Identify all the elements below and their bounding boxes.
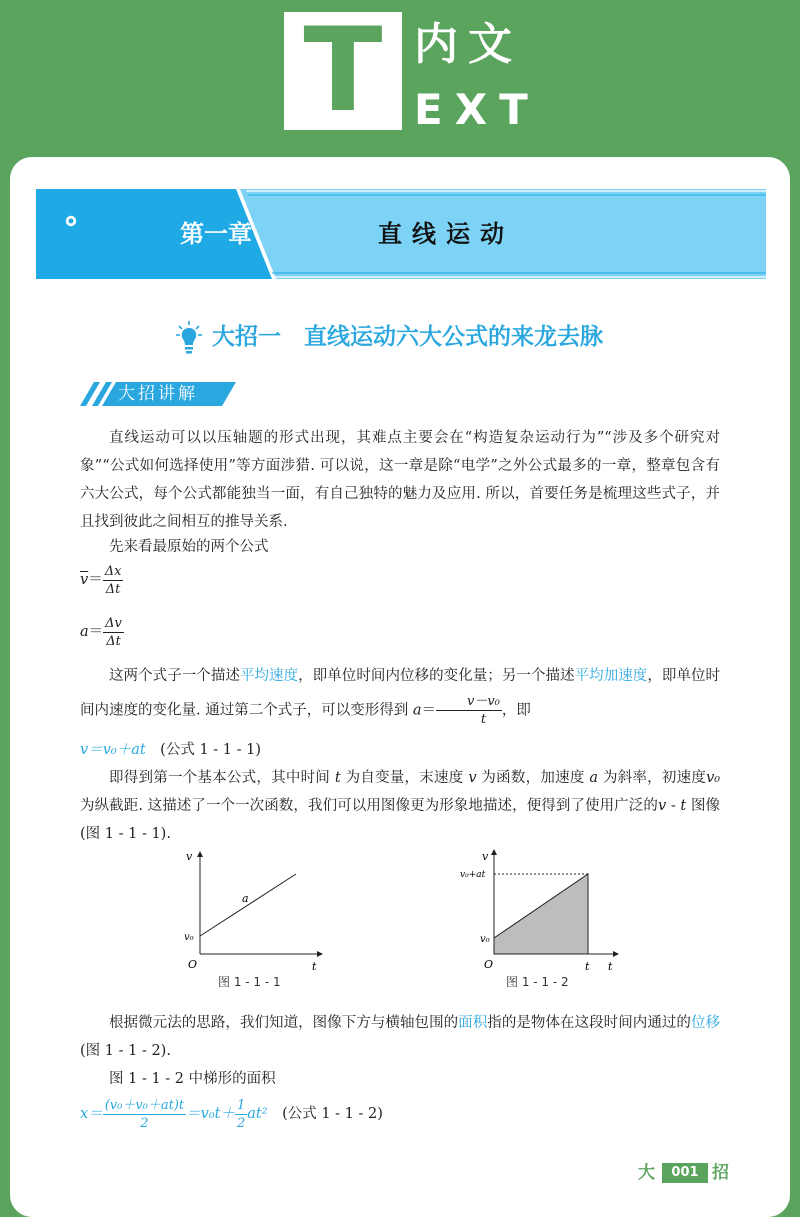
page-left-char: 大 — [638, 1163, 655, 1183]
section-tag — [80, 382, 240, 412]
p5-part-b: 指的是物体在这段时间内通过的 — [487, 1015, 691, 1031]
p5-part-c: (图 1 - 1 - 2). — [80, 1043, 171, 1059]
header-title-en: EXT — [414, 85, 540, 134]
paragraph-lead: 先来看最原始的两个公式 — [109, 539, 269, 555]
chapter-title: 直线运动 — [378, 220, 514, 248]
p5-part-a: 根据微元法的思路，我们知道，图像下方与横轴包围的 — [109, 1015, 459, 1031]
figure-1-slope-label: a — [242, 892, 249, 905]
formula-5-half-denominator: 2 — [237, 1115, 246, 1131]
formula-1-numerator: Δx — [104, 563, 122, 579]
term-avg-speed: 平均速度 — [239, 668, 299, 684]
formula-5-mid: ＝v₀t＋ — [186, 1106, 235, 1122]
formula-1-denominator: Δt — [105, 581, 121, 597]
formula-displacement — [80, 1094, 720, 1134]
section-title-text: 大招一 直线运动六大公式的来龙去脉 — [212, 323, 603, 350]
formula-4: v＝v₀＋at — [80, 742, 146, 758]
figure-2-top-value: v₀+at — [460, 870, 486, 880]
var-t: t — [334, 770, 341, 786]
page-right-char: 招 — [712, 1163, 729, 1183]
figure-1-y-label: v — [186, 850, 193, 863]
p3-part-b: ，即单位时间内位移的变化量；另一个描述 — [298, 668, 575, 684]
paragraph-linear-function — [80, 764, 720, 848]
figure-2-caption: 图 1 - 1 - 2 — [506, 975, 569, 989]
term-avg-acc: 平均加速度 — [574, 668, 648, 684]
figure-2-y-label: v — [482, 850, 489, 863]
p4-part-c: 为函数，加速度 — [481, 770, 585, 786]
formula-avg-speed: $\overline{v}=$ $\frac{\Delta x}{\Delta t}$ — [80, 563, 122, 597]
formula-3-numerator: v－v₀ — [436, 693, 502, 711]
formula-velocity — [80, 736, 720, 764]
figure-2-intercept: v₀ — [480, 934, 490, 945]
p4-part-f: 图像(图 1 - 1 - 1). — [80, 798, 721, 842]
tag-label: 大招讲解 — [118, 384, 198, 404]
figure-2-x-label: t — [608, 960, 613, 973]
paragraph-trapezoid: 图 1 - 1 - 2 中梯形的面积 — [109, 1071, 276, 1087]
term-displacement: 位移 — [690, 1015, 721, 1031]
term-area: 面积 — [458, 1015, 488, 1031]
p3-part-d: ，即 — [501, 702, 531, 719]
formula-5-label: (公式 1 - 1 - 2) — [282, 1106, 383, 1122]
var-v: v — [468, 770, 477, 786]
formula-2-denominator: Δt — [106, 633, 121, 649]
figure-1-line — [200, 874, 296, 936]
figure-2-graph — [458, 846, 628, 976]
p3-part-a: 这两个式子一个描述 — [109, 668, 240, 684]
atom-icon — [36, 189, 106, 253]
header-title-cn: 内文 — [414, 19, 522, 70]
formula-5-lhs: x＝ — [80, 1106, 103, 1122]
p3-part-c: ，即单位时间内速度的变化量. 通过第二个式子，可以变形得到 — [80, 668, 721, 719]
formula-1-lhs: $\overline{v}$ — [80, 572, 89, 588]
header-logo-letter: T — [303, 3, 383, 138]
figure-2-origin: O — [484, 958, 494, 971]
paragraph-area — [80, 1009, 720, 1065]
paragraph-intro: 直线运动可以以压轴题的形式出现，其难点主要会在“构造复杂运动行为”“涉及多个研究对象”“公式如何选择使用”等方面涉猎. 可以说，这一章是除“电学”之外公式最多的一章，整章包含有六大公式，每个公式都能独当一面，有自己独特的魅力及应用. 所以，首要任务是梳理这些式子，并且找到彼此之间相互的推导关系. — [80, 430, 720, 530]
figure-1-origin: O — [188, 958, 198, 971]
figure-2-trapezoid — [494, 874, 588, 954]
var-v-t: v - t — [657, 798, 687, 814]
p4-part-e: 为纵截距. 这描述了一个一次函数，我们可以用图像更为形象地描述，便得到了使用广泛的 — [80, 798, 658, 814]
lightbulb-icon — [176, 320, 202, 356]
header-logo-box — [284, 3, 402, 138]
formula-3-denominator: t — [480, 712, 487, 727]
figure-1-graph — [180, 846, 330, 976]
formula-5-numerator: (v₀＋v₀＋at)t — [104, 1097, 185, 1113]
p4-part-b: 为自变量，末速度 — [345, 770, 464, 786]
figure-1-intercept: v₀ — [184, 932, 194, 943]
var-v0: v₀ — [706, 770, 721, 786]
formula-4-label: (公式 1 - 1 - 1) — [160, 742, 262, 758]
formula-5-denominator: 2 — [140, 1115, 149, 1131]
paragraph-describe: 这两个式子一个描述平均速度，即单位时间内位移的变化量；另一个描述平均加速度，即单位时间内速度的变化量. 通过第二个式子，可以变形得到 a＝ $\frac{\text{v－v₀}}{t}$ ，即 — [80, 668, 721, 727]
formula-3-lhs: a — [412, 702, 422, 719]
figure-1-x-label: t — [312, 960, 317, 973]
formula-2-numerator: Δv — [105, 615, 122, 631]
chapter-number: 第一章 — [180, 220, 252, 248]
p4-part-a: 即得到第一个基本公式，其中时间 — [109, 770, 331, 786]
formula-avg-acc: a＝ $\frac{\Delta v}{\Delta t}$ — [80, 615, 122, 649]
figure-2-t-tick: t — [585, 960, 590, 973]
page-number-value: 001 — [662, 1163, 708, 1183]
p4-part-d: 为斜率，初速度 — [602, 770, 707, 786]
formula-2-lhs: a — [80, 624, 89, 640]
formula-5-half-numerator: 1 — [237, 1097, 246, 1113]
var-a: a — [589, 770, 599, 786]
formula-5-tail: at² — [247, 1106, 268, 1122]
figure-1-caption: 图 1 - 1 - 1 — [218, 975, 281, 989]
chapter-banner — [36, 189, 766, 279]
